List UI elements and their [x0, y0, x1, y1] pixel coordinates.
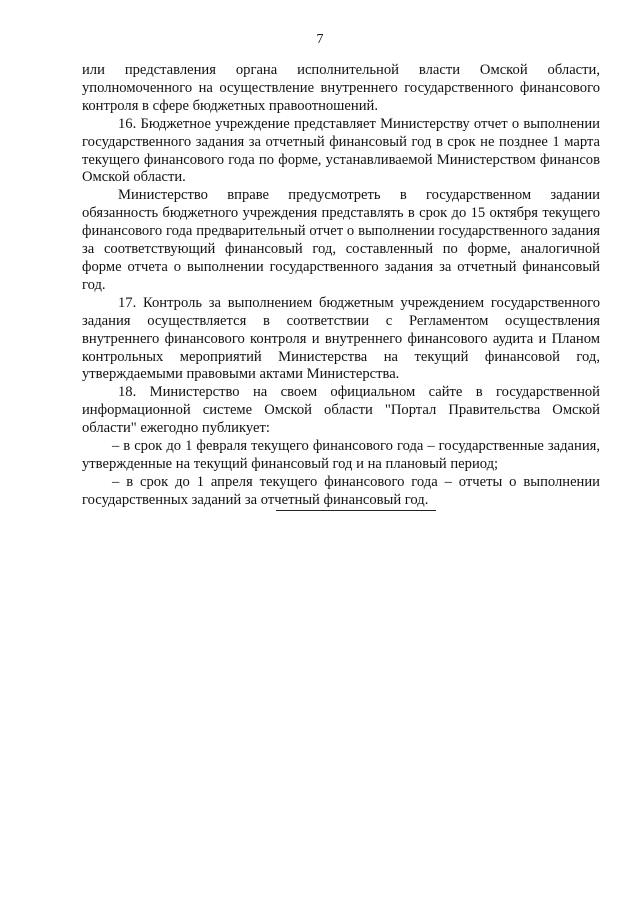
- paragraph-item-16: 16. Бюджетное учреждение представляет Министерству отчет о выполнении государственного задания за отчетный финансовый год в срок не позднее 1 марта текущего финансового года по форме, устанавливаемой Министерством финансов Омской области.: [82, 115, 600, 186]
- end-of-text-divider: [276, 510, 436, 511]
- list-item-february: – в срок до 1 февраля текущего финансового года – государственные задания, утвержденные на текущий финансовый год и на плановый период;: [82, 438, 600, 472]
- paragraph-item-17: 17. Контроль за выполнением бюджетным учреждением государственного задания осуществляется в соответствии с Регламентом осуществления внутреннего финансового контроля и внутреннего финансового аудита и Планом контрольных мероприятий Министерства на текущий финансовой год, утверждаемыми правовыми актами Министерства.: [82, 294, 600, 383]
- page-number: 7: [316, 32, 324, 47]
- document-body: [82, 62, 600, 510]
- list-item-april: – в срок до 1 апреля текущего финансового года – отчеты о выполнении государственных заданий за отчетный финансовый год.: [82, 473, 600, 508]
- paragraph-ministry-right: Министерство вправе предусмотреть в государственном задании обязанность бюджетного учреждения представлять в срок до 15 октября текущего финансового года предварительный отчет о выполнении государственного задания за соответствующий финансовый год, составленный по форме, аналогичной форме отчета о выполнении государственного задания за отчетный финансовый год.: [82, 187, 600, 293]
- paragraph-item-18: 18. Министерство на своем официальном сайте в государственной информационной системе Омской области "Портал Правительства Омской области" ежегодно публикует:: [82, 384, 600, 437]
- paragraph-continuation: или представления органа исполнительной власти Омской области, уполномоченного на осуществление внутреннего государственного финансового контроля в сфере бюджетных правоотношений.: [82, 62, 600, 114]
